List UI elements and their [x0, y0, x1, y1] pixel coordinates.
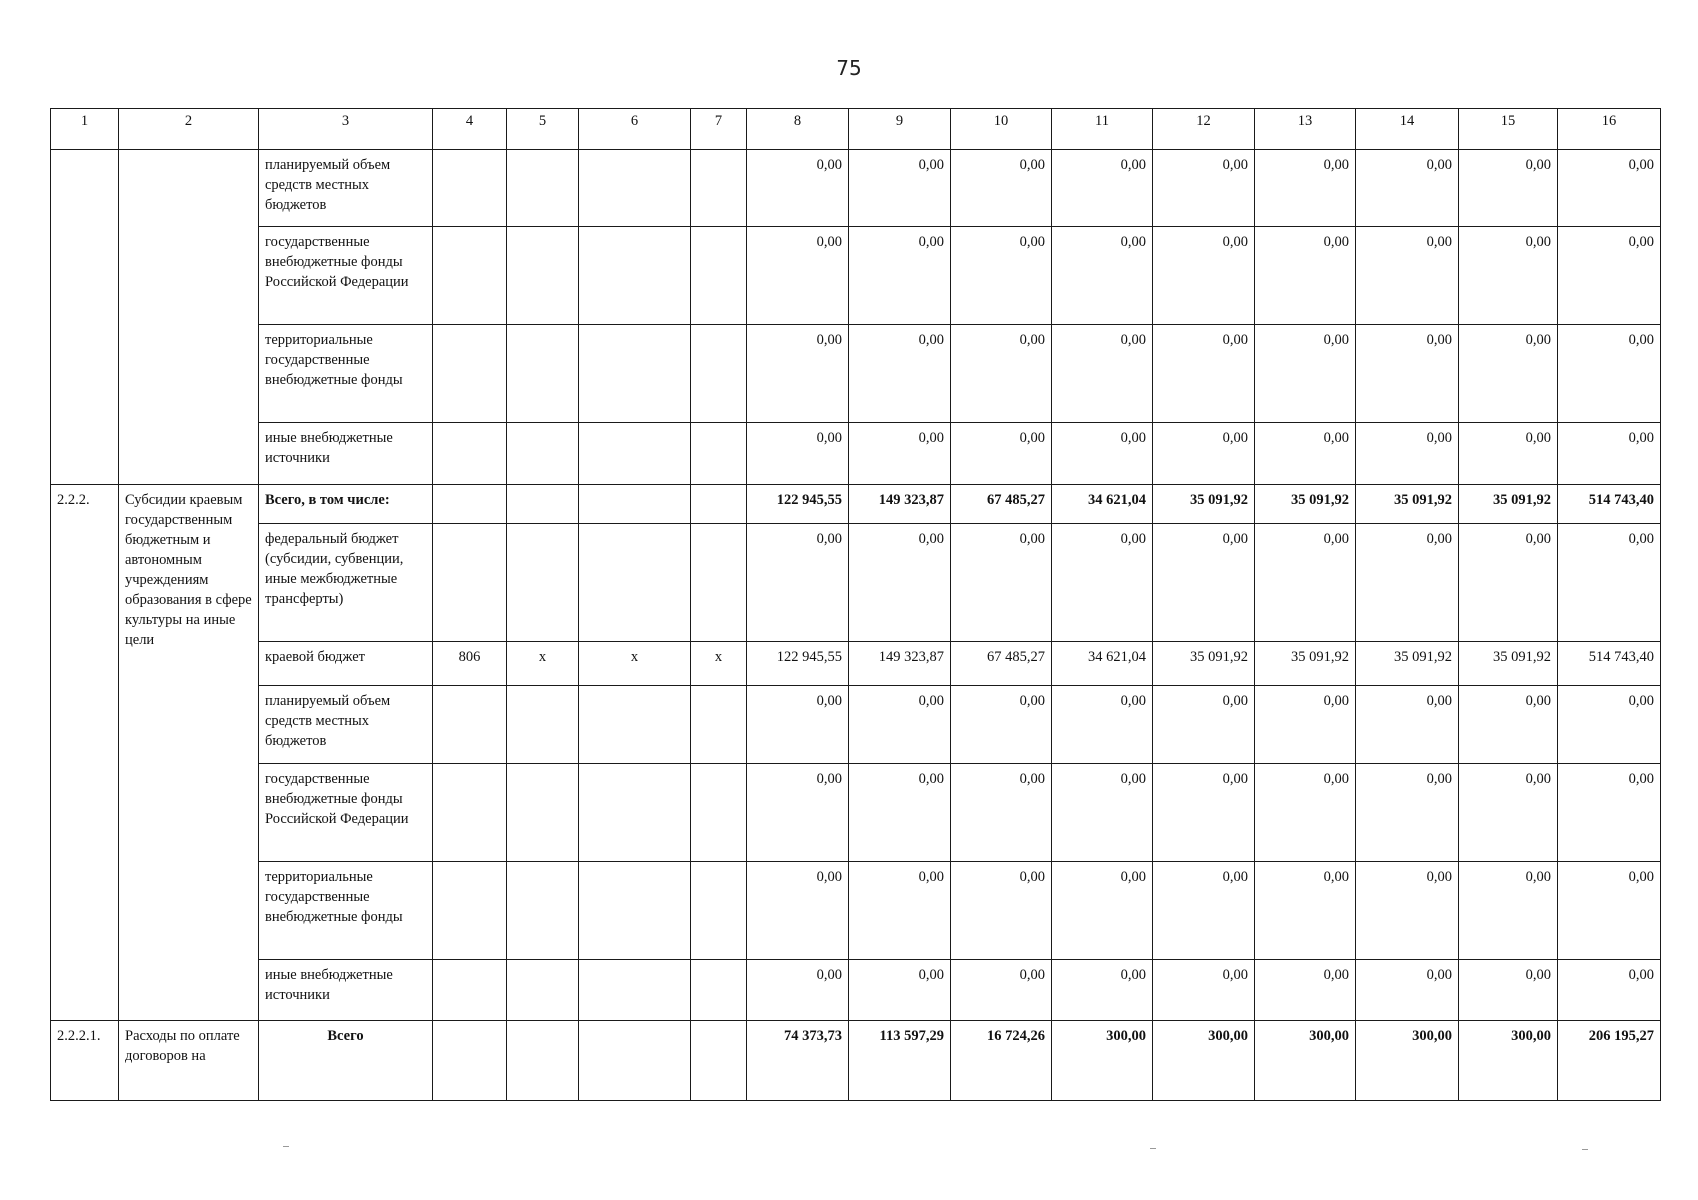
source-cell: Всего — [259, 1021, 433, 1101]
value-cell: 35 091,92 — [1153, 485, 1255, 524]
value-cell: 0,00 — [1052, 227, 1153, 325]
value-cell: 34 621,04 — [1052, 642, 1153, 686]
table-row — [51, 150, 1661, 227]
value-cell: 0,00 — [1052, 960, 1153, 1021]
value-cell: 0,00 — [747, 524, 849, 642]
value-cell: 0,00 — [1255, 227, 1356, 325]
value-cell: 0,00 — [1255, 862, 1356, 960]
value-cell: 0,00 — [1558, 325, 1661, 423]
value-cell: 0,00 — [1356, 764, 1459, 862]
source-cell: иные внебюджетные источники — [259, 423, 433, 485]
page-number: 75 — [836, 56, 862, 80]
table-row — [51, 1021, 1661, 1101]
value-cell: 0,00 — [1153, 150, 1255, 227]
column-header: 5 — [507, 109, 579, 150]
value-cell: 0,00 — [1255, 960, 1356, 1021]
value-cell: 0,00 — [951, 227, 1052, 325]
value-cell: 0,00 — [951, 764, 1052, 862]
value-cell: 0,00 — [849, 227, 951, 325]
value-cell: 0,00 — [747, 764, 849, 862]
value-cell: 0,00 — [1153, 423, 1255, 485]
source-cell: краевой бюджет — [259, 642, 433, 686]
value-cell: 149 323,87 — [849, 642, 951, 686]
value-cell: 0,00 — [1052, 524, 1153, 642]
value-cell: 514 743,40 — [1558, 642, 1661, 686]
value-cell: 0,00 — [1153, 524, 1255, 642]
column-header: 7 — [691, 109, 747, 150]
value-cell: 0,00 — [951, 150, 1052, 227]
item-code: 2.2.2. — [51, 485, 119, 1021]
value-cell: 0,00 — [849, 325, 951, 423]
value-cell: 0,00 — [849, 150, 951, 227]
value-cell: 35 091,92 — [1356, 485, 1459, 524]
value-cell: 0,00 — [747, 960, 849, 1021]
item-code: 2.2.2.1. — [51, 1021, 119, 1101]
column-header: 3 — [259, 109, 433, 150]
value-cell: 34 621,04 — [1052, 485, 1153, 524]
value-cell: 0,00 — [1153, 227, 1255, 325]
value-cell: 0,00 — [1459, 524, 1558, 642]
value-cell: 0,00 — [1558, 227, 1661, 325]
column-header: 10 — [951, 109, 1052, 150]
table-row — [51, 423, 1661, 485]
value-cell: 206 195,27 — [1558, 1021, 1661, 1101]
value-cell: 0,00 — [747, 150, 849, 227]
column-header: 1 — [51, 109, 119, 150]
column-header: 4 — [433, 109, 507, 150]
value-cell: 0,00 — [951, 686, 1052, 764]
column-header: 13 — [1255, 109, 1356, 150]
value-cell: 0,00 — [1459, 325, 1558, 423]
item-name: Расходы по оплате договоров на — [119, 1021, 259, 1101]
value-cell: 0,00 — [1153, 325, 1255, 423]
column-header: 9 — [849, 109, 951, 150]
column-header: 12 — [1153, 109, 1255, 150]
column-header: 6 — [579, 109, 691, 150]
code-col-5: x — [507, 642, 579, 686]
table-row — [51, 686, 1661, 764]
value-cell: 0,00 — [1558, 423, 1661, 485]
value-cell: 300,00 — [1052, 1021, 1153, 1101]
value-cell: 0,00 — [1052, 423, 1153, 485]
value-cell: 0,00 — [1459, 150, 1558, 227]
value-cell: 0,00 — [951, 960, 1052, 1021]
value-cell: 0,00 — [747, 686, 849, 764]
code-col-7: x — [691, 642, 747, 686]
source-cell: федеральный бюджет (субсидии, субвенции, иные межбюджетные трансферты) — [259, 524, 433, 642]
name-cell-empty — [119, 150, 259, 485]
value-cell: 0,00 — [1558, 960, 1661, 1021]
scan-mark — [1582, 1149, 1588, 1150]
value-cell: 35 091,92 — [1255, 485, 1356, 524]
table-row — [51, 960, 1661, 1021]
value-cell: 0,00 — [1153, 686, 1255, 764]
column-header: 11 — [1052, 109, 1153, 150]
value-cell: 0,00 — [951, 423, 1052, 485]
source-cell: государственные внебюджетные фонды Российской Федерации — [259, 764, 433, 862]
value-cell: 113 597,29 — [849, 1021, 951, 1101]
source-cell: планируемый объем средств местных бюджетов — [259, 150, 433, 227]
value-cell: 0,00 — [849, 960, 951, 1021]
value-cell: 0,00 — [1356, 227, 1459, 325]
value-cell: 0,00 — [1356, 686, 1459, 764]
value-cell: 0,00 — [747, 862, 849, 960]
value-cell: 0,00 — [1558, 686, 1661, 764]
table-row — [51, 485, 1661, 524]
source-cell: территориальные государственные внебюджетные фонды — [259, 862, 433, 960]
column-header: 16 — [1558, 109, 1661, 150]
value-cell: 514 743,40 — [1558, 485, 1661, 524]
scan-mark — [283, 1146, 289, 1147]
value-cell: 0,00 — [1356, 150, 1459, 227]
value-cell: 0,00 — [747, 227, 849, 325]
value-cell: 122 945,55 — [747, 485, 849, 524]
table-row — [51, 227, 1661, 325]
value-cell: 0,00 — [1459, 227, 1558, 325]
value-cell: 0,00 — [1558, 862, 1661, 960]
value-cell: 0,00 — [1558, 764, 1661, 862]
source-cell: Всего, в том числе: — [259, 485, 433, 524]
value-cell: 0,00 — [1255, 325, 1356, 423]
code-cell-empty — [51, 150, 119, 485]
table-row — [51, 642, 1661, 686]
value-cell: 16 724,26 — [951, 1021, 1052, 1101]
value-cell: 0,00 — [1255, 423, 1356, 485]
value-cell: 300,00 — [1153, 1021, 1255, 1101]
table-row — [51, 325, 1661, 423]
value-cell: 0,00 — [951, 524, 1052, 642]
source-cell: государственные внебюджетные фонды Российской Федерации — [259, 227, 433, 325]
column-header: 14 — [1356, 109, 1459, 150]
source-cell: иные внебюджетные источники — [259, 960, 433, 1021]
value-cell: 0,00 — [1459, 686, 1558, 764]
value-cell: 0,00 — [1153, 764, 1255, 862]
code-col-4: 806 — [433, 642, 507, 686]
budget-table — [50, 108, 1661, 1101]
value-cell: 122 945,55 — [747, 642, 849, 686]
value-cell: 0,00 — [1558, 524, 1661, 642]
value-cell: 35 091,92 — [1153, 642, 1255, 686]
value-cell: 300,00 — [1356, 1021, 1459, 1101]
value-cell: 300,00 — [1255, 1021, 1356, 1101]
value-cell: 35 091,92 — [1459, 485, 1558, 524]
value-cell: 0,00 — [1255, 686, 1356, 764]
value-cell: 0,00 — [1255, 764, 1356, 862]
value-cell: 67 485,27 — [951, 642, 1052, 686]
value-cell: 0,00 — [1459, 423, 1558, 485]
value-cell: 0,00 — [1356, 423, 1459, 485]
table-row — [51, 862, 1661, 960]
value-cell: 0,00 — [1356, 524, 1459, 642]
value-cell: 0,00 — [1459, 960, 1558, 1021]
value-cell: 35 091,92 — [1459, 642, 1558, 686]
value-cell: 0,00 — [1153, 960, 1255, 1021]
value-cell: 0,00 — [1356, 960, 1459, 1021]
value-cell: 35 091,92 — [1255, 642, 1356, 686]
column-header: 2 — [119, 109, 259, 150]
value-cell: 67 485,27 — [951, 485, 1052, 524]
value-cell: 0,00 — [1052, 150, 1153, 227]
value-cell: 0,00 — [747, 325, 849, 423]
column-header: 15 — [1459, 109, 1558, 150]
value-cell: 300,00 — [1459, 1021, 1558, 1101]
value-cell: 35 091,92 — [1356, 642, 1459, 686]
value-cell: 0,00 — [951, 325, 1052, 423]
value-cell: 0,00 — [849, 423, 951, 485]
value-cell: 0,00 — [1052, 325, 1153, 423]
value-cell: 0,00 — [849, 862, 951, 960]
value-cell: 0,00 — [849, 764, 951, 862]
value-cell: 0,00 — [1459, 764, 1558, 862]
value-cell: 0,00 — [1356, 325, 1459, 423]
column-number-row — [51, 109, 1661, 150]
column-header: 8 — [747, 109, 849, 150]
value-cell: 0,00 — [1459, 862, 1558, 960]
value-cell: 0,00 — [1558, 150, 1661, 227]
item-name: Субсидии краевым государственным бюджетным и автономным учреждениям образования в сфере культуры на иные цели — [119, 485, 259, 1021]
value-cell: 74 373,73 — [747, 1021, 849, 1101]
value-cell: 0,00 — [1356, 862, 1459, 960]
value-cell: 0,00 — [951, 862, 1052, 960]
value-cell: 149 323,87 — [849, 485, 951, 524]
value-cell: 0,00 — [747, 423, 849, 485]
value-cell: 0,00 — [849, 524, 951, 642]
value-cell: 0,00 — [1052, 764, 1153, 862]
table-row — [51, 524, 1661, 642]
value-cell: 0,00 — [1052, 862, 1153, 960]
source-cell: планируемый объем средств местных бюджетов — [259, 686, 433, 764]
source-cell: территориальные государственные внебюджетные фонды — [259, 325, 433, 423]
table-row — [51, 764, 1661, 862]
value-cell: 0,00 — [849, 686, 951, 764]
value-cell: 0,00 — [1052, 686, 1153, 764]
value-cell: 0,00 — [1153, 862, 1255, 960]
value-cell: 0,00 — [1255, 524, 1356, 642]
scan-mark — [1150, 1148, 1156, 1149]
code-col-6: x — [579, 642, 691, 686]
value-cell: 0,00 — [1255, 150, 1356, 227]
